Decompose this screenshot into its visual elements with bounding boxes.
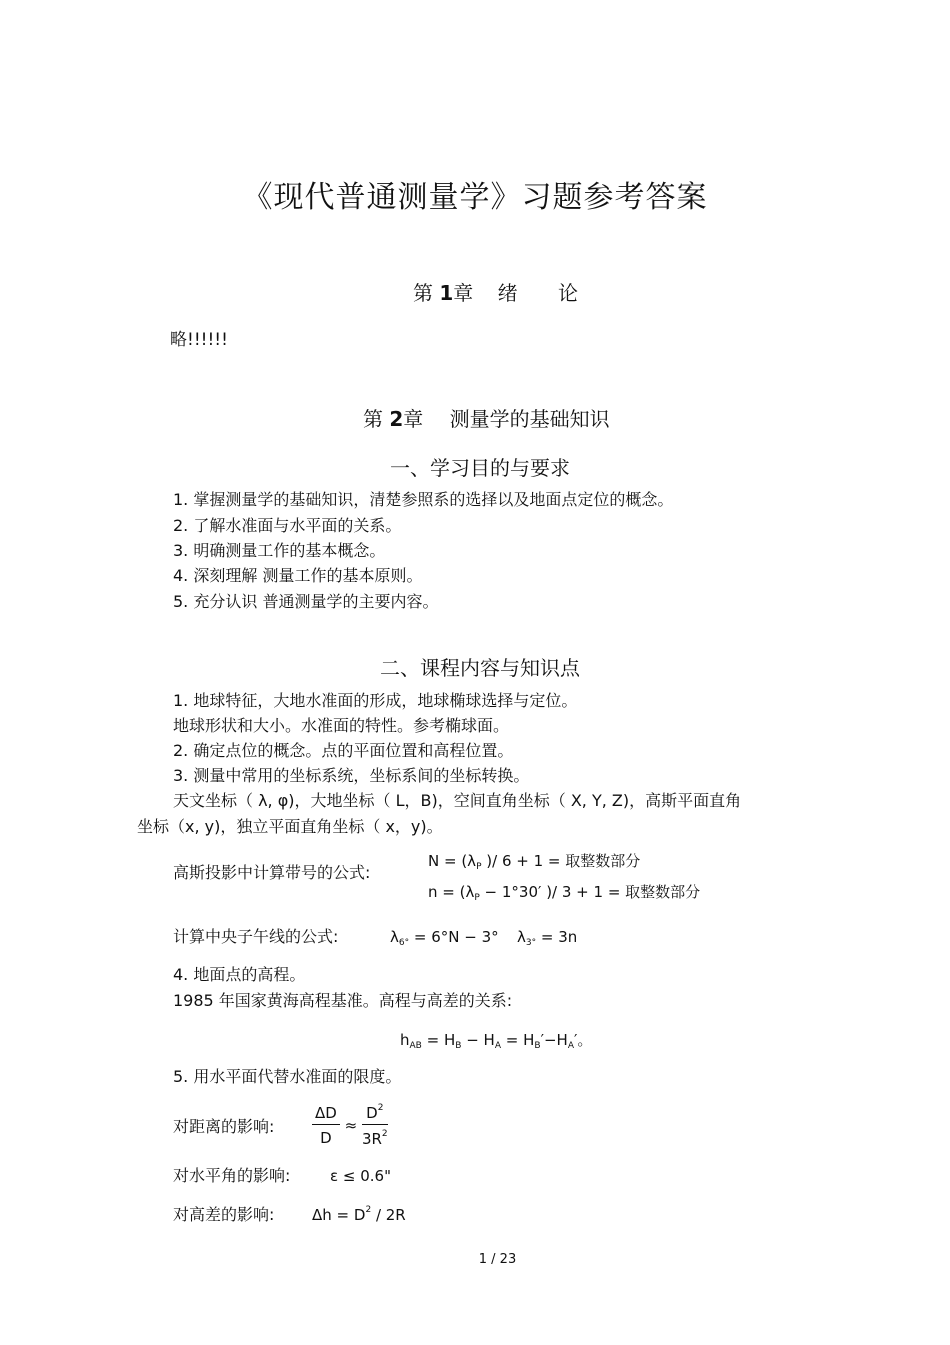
distance-formula bbox=[312, 1103, 388, 1148]
paragraph: 天文坐标（ λ, φ)，大地坐标（ L，B)，空间直角坐标（ X, Y, Z)，高斯平面直角 bbox=[173, 791, 742, 810]
formula-part: λ bbox=[517, 928, 526, 946]
formula-part: = H bbox=[421, 1031, 456, 1049]
formula-part: ′−H bbox=[540, 1031, 568, 1049]
section-2-heading: 二、课程内容与知识点 bbox=[380, 656, 580, 680]
chapter-2-number: 2 bbox=[389, 407, 404, 431]
angle-label: 对水平角的影响: bbox=[173, 1166, 291, 1185]
formula-part: = H bbox=[501, 1031, 535, 1049]
chapter-1-prefix: 第 bbox=[413, 281, 433, 305]
formula-part: h bbox=[400, 1031, 410, 1049]
meridian-formula-3deg bbox=[517, 928, 577, 948]
formula-part: / 2R bbox=[371, 1206, 406, 1224]
paragraph: 4. 地面点的高程。 bbox=[173, 965, 306, 984]
formula-sub: B bbox=[534, 1041, 541, 1051]
approx-sign: ≈ bbox=[344, 1116, 358, 1135]
formula-sub: 6° bbox=[398, 938, 410, 948]
formula-sub: P bbox=[476, 862, 482, 872]
formula-part: n = (λ bbox=[428, 883, 475, 901]
formula-part: 3R bbox=[361, 1130, 382, 1148]
formula-part: )/ 6 + 1 = 取整数部分 bbox=[481, 852, 641, 870]
formula-sub: AB bbox=[409, 1041, 422, 1051]
paragraph: 地球形状和大小。水准面的特性。参考椭球面。 bbox=[173, 716, 510, 735]
formula-part: N = (λ bbox=[428, 852, 477, 870]
page-number: 1 / 23 bbox=[478, 1252, 517, 1267]
paragraph: 1985 年国家黄海高程基准。高程与高差的关系: bbox=[173, 991, 513, 1010]
list-item: 4. 深刻理解 测量工作的基本原则。 bbox=[173, 566, 423, 585]
formula-sub: A bbox=[494, 1041, 501, 1051]
formula-part: − H bbox=[461, 1031, 495, 1049]
paragraph: 5. 用水平面代替水准面的限度。 bbox=[173, 1067, 402, 1086]
formula-part: D bbox=[366, 1104, 378, 1122]
formula-sup: 2 bbox=[381, 1129, 388, 1139]
distance-label: 对距离的影响: bbox=[173, 1117, 275, 1136]
paragraph: 1. 地球特征，大地水准面的形成，地球椭球选择与定位。 bbox=[173, 691, 578, 710]
elev-label: 对高差的影响: bbox=[173, 1205, 275, 1224]
document-title: 《现代普通测量学》习题参考答案 bbox=[242, 180, 708, 215]
fraction-denominator bbox=[362, 1125, 388, 1148]
list-item: 1. 掌握测量学的基础知识，清楚参照系的选择以及地面点定位的概念。 bbox=[173, 490, 674, 509]
gauss-formula-3deg bbox=[428, 881, 700, 903]
list-item: 5. 充分认识 普通测量学的主要内容。 bbox=[173, 592, 439, 611]
paragraph: 坐标（x, y)，独立平面直角坐标（ x，y)。 bbox=[137, 817, 443, 836]
formula-part: Δh = D bbox=[312, 1206, 366, 1224]
chapter-1-name-b: 论 bbox=[558, 281, 578, 305]
chapter-1-suffix: 章 bbox=[453, 281, 474, 305]
chapter-1-name-a: 绪 bbox=[497, 281, 518, 305]
fraction-denominator: D bbox=[320, 1129, 332, 1147]
formula-part: − 1°30′ )/ 3 + 1 = 取整数部分 bbox=[479, 883, 701, 901]
chapter-2-heading bbox=[363, 403, 610, 432]
chapter-2-prefix: 第 bbox=[363, 407, 383, 431]
angle-formula: ε ≤ 0.6" bbox=[330, 1167, 391, 1185]
fraction-numerator bbox=[362, 1103, 388, 1125]
formula-sup: 2 bbox=[377, 1103, 384, 1113]
formula-sup: 2 bbox=[365, 1205, 372, 1215]
formula-part: = 3n bbox=[536, 928, 578, 946]
paragraph: 3. 测量中常用的坐标系统，坐标系间的坐标转换。 bbox=[173, 766, 530, 785]
chapter-1-number: 1 bbox=[439, 281, 454, 305]
chapter-2-name: 测量学的基础知识 bbox=[449, 407, 610, 431]
fraction-numerator: ΔD bbox=[312, 1104, 340, 1125]
height-formula bbox=[400, 1029, 592, 1051]
paragraph: 2. 确定点位的概念。点的平面位置和高程位置。 bbox=[173, 741, 514, 760]
chapter-1-heading bbox=[413, 277, 578, 306]
formula-sub: A bbox=[567, 1041, 575, 1051]
list-item: 2. 了解水准面与水平面的关系。 bbox=[173, 516, 402, 535]
chapter-2-suffix: 章 bbox=[403, 407, 424, 431]
gauss-formula-6deg bbox=[428, 850, 640, 872]
list-item: 3. 明确测量工作的基本概念。 bbox=[173, 541, 386, 560]
formula-part: λ bbox=[390, 928, 399, 946]
chapter-1-content: 略!!!!!! bbox=[170, 330, 228, 350]
section-1-heading: 一、学习目的与要求 bbox=[390, 456, 570, 480]
formula-sub: P bbox=[474, 893, 480, 903]
fraction bbox=[362, 1103, 388, 1148]
meridian-formula-6deg bbox=[390, 928, 499, 948]
formula-part: = 6°N − 3° bbox=[409, 928, 499, 946]
gauss-label: 高斯投影中计算带号的公式: bbox=[173, 863, 371, 882]
elev-formula bbox=[312, 1205, 406, 1224]
formula-sub: B bbox=[455, 1041, 462, 1051]
formula-part: ′。 bbox=[574, 1031, 593, 1049]
formula-sub: 3° bbox=[525, 938, 537, 948]
meridian-label: 计算中央子午线的公式: bbox=[173, 927, 339, 946]
fraction bbox=[312, 1104, 340, 1147]
